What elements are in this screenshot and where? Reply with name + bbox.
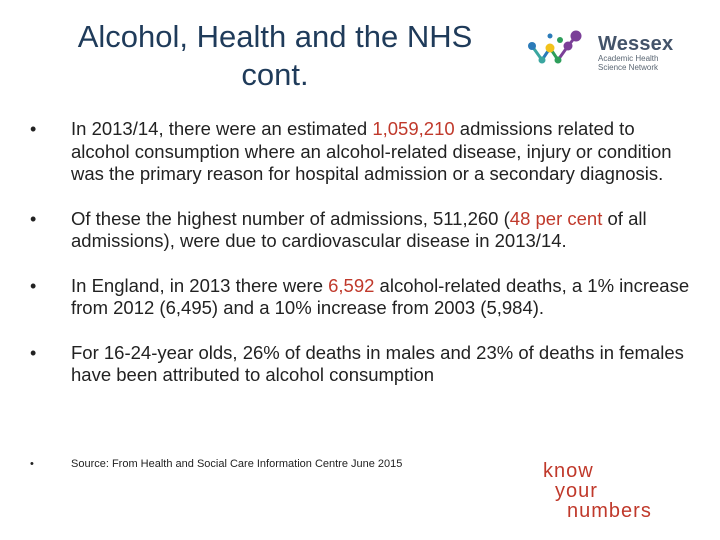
bullet-cardiovascular: • Of these the highest number of admissions, 511,260 (48 per cent of all admissions), were due to cardiovascular disease in 2013/14. [30,207,647,251]
page-title [40,18,510,94]
network-nodes-icon [528,31,582,64]
bullet-dot: • [30,208,37,229]
bullet-dot: • [30,342,37,363]
bullet-young-adults: • For 16-24-year olds, 26% of deaths in males and 23% of deaths in females have been attributed to alcohol consumption [30,341,684,385]
title-line-1: Alcohol, Health and the NHS [77,19,473,54]
highlight-value: 48 per cent [509,207,603,229]
bullet-list [30,118,690,409]
bullet-deaths: • In England, in 2013 there were 6,592 alcohol-related deaths, a 1% increase from 2012 (6,495) and a 10% increase from 2003 (5,984). [30,274,690,318]
bullet-dot: • [30,275,37,296]
know-your-numbers-line-1: know [543,460,594,482]
know-your-numbers-line-2: your [555,480,598,502]
highlight-value: 1,059,210 [372,118,455,139]
logo-sub-1: Academic Health [598,54,659,63]
logo-name: Wessex [598,33,674,55]
know-your-numbers-logo [541,460,686,522]
source-note: • Source: From Health and Social Care Information Centre June 2015 [30,458,403,470]
wessex-logo-text [598,34,673,72]
bullet-dot: • [30,458,34,470]
know-your-numbers-line-3: numbers [567,500,652,522]
bullet-admissions: • In 2013/14, there were an estimated 1,059,210 admissions related to alcohol consumption where an alcohol-related disease, injury or condition was the primary reason for hospital admission or a secondary diagnosis. [30,118,672,184]
title-line-2: cont. [241,57,309,92]
highlight-value: 6,592 [328,274,375,296]
bullet-dot: • [30,119,37,139]
logo-sub-2: Science Network [598,63,659,72]
